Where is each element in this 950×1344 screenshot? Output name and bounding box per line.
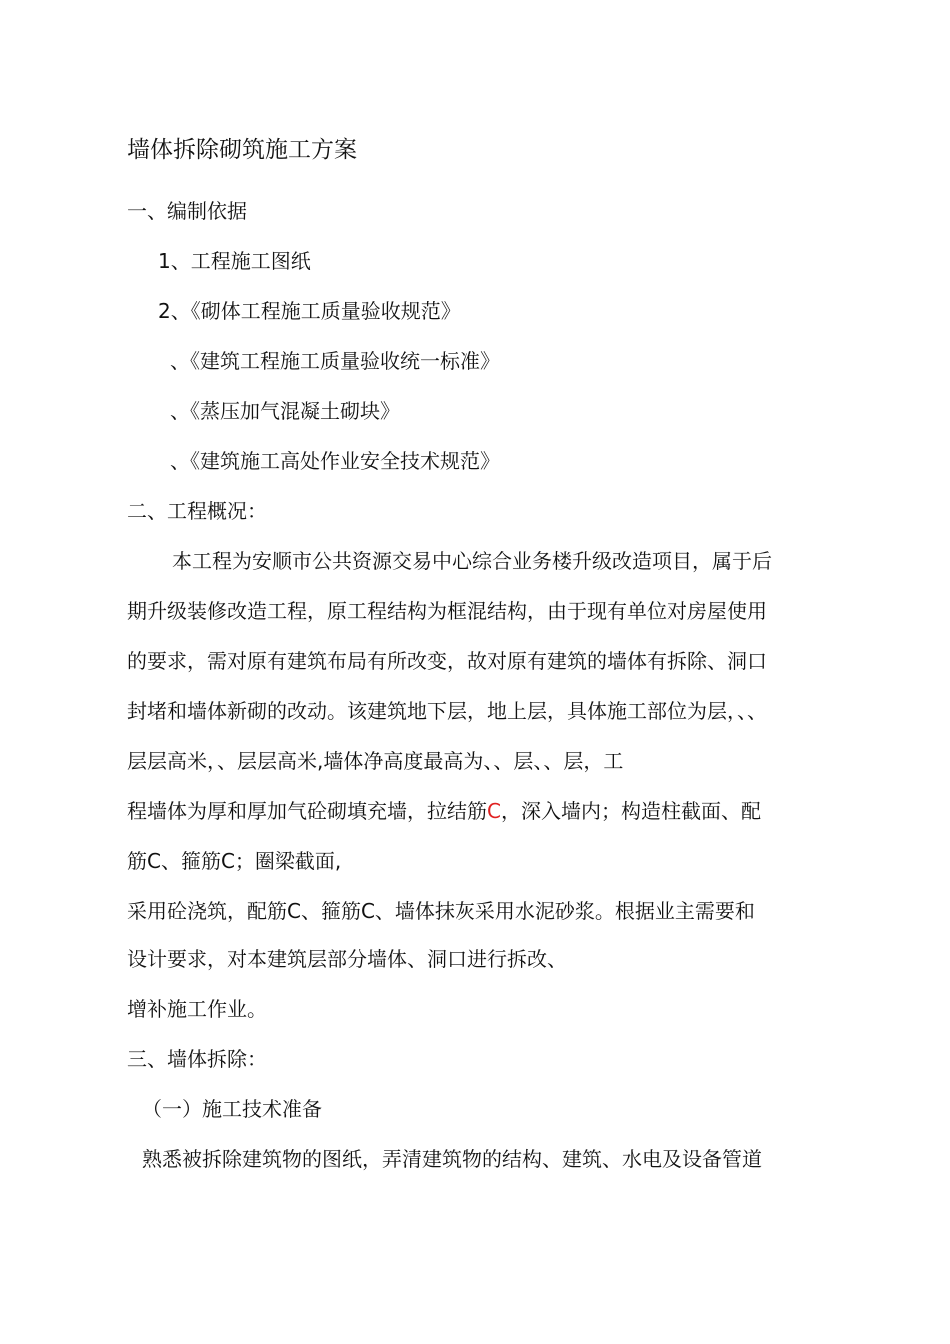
overview-text: ，深入墙内；构造柱截面、配 [500, 799, 761, 823]
basis-item-2: 2、《砌体工程施工质量验收规范》 [158, 299, 461, 323]
overview-line: 层层高米，、层层高米,墙体净高度最高为、、层、、层，工 [127, 749, 624, 773]
overview-text: 程墙体为厚和厚加气砼砌填充墙，拉结筋 [127, 799, 487, 823]
overview-line: 筋C、箍筋C；圈梁截面, [127, 849, 342, 873]
overview-line: 设计要求，对本建筑层部分墙体、洞口进行拆改、 [127, 947, 567, 971]
section-3-heading: 三、墙体拆除： [127, 1047, 267, 1071]
basis-item-4: 、《蒸压加气混凝土砌块》 [170, 399, 400, 423]
subsection-heading: （一）施工技术准备 [142, 1097, 322, 1121]
paragraph-line: 熟悉被拆除建筑物的图纸，弄清建筑物的结构、建筑、水电及设备管道 [142, 1147, 762, 1171]
document-title: 墙体拆除砌筑施工方案 [127, 137, 357, 163]
overview-line: 的要求，需对原有建筑布局有所改变，故对原有建筑的墙体有拆除、洞口 [127, 649, 767, 673]
overview-line: 封堵和墙体新砌的改动。该建筑地下层，地上层，具体施工部位为层，、、 [127, 699, 767, 723]
section-2-heading: 二、工程概况： [127, 499, 267, 523]
overview-line [127, 798, 761, 824]
basis-item-5: 、《建筑施工高处作业安全技术规范》 [170, 449, 500, 473]
overview-line: 期升级装修改造工程，原工程结构为框混结构，由于现有单位对房屋使用 [127, 599, 767, 623]
rebar-grade-mark: C [487, 799, 501, 823]
overview-line: 本工程为安顺市公共资源交易中心综合业务楼升级改造项目，属于后 [172, 549, 772, 573]
basis-item-1: 1、工程施工图纸 [158, 249, 311, 273]
overview-line: 增补施工作业。 [127, 997, 267, 1021]
section-1-heading: 一、编制依据 [127, 199, 247, 223]
basis-item-3: 、《建筑工程施工质量验收统一标准》 [170, 349, 500, 373]
overview-line: 采用砼浇筑，配筋C、箍筋C、墙体抹灰采用水泥砂浆。根据业主需要和 [127, 899, 755, 923]
